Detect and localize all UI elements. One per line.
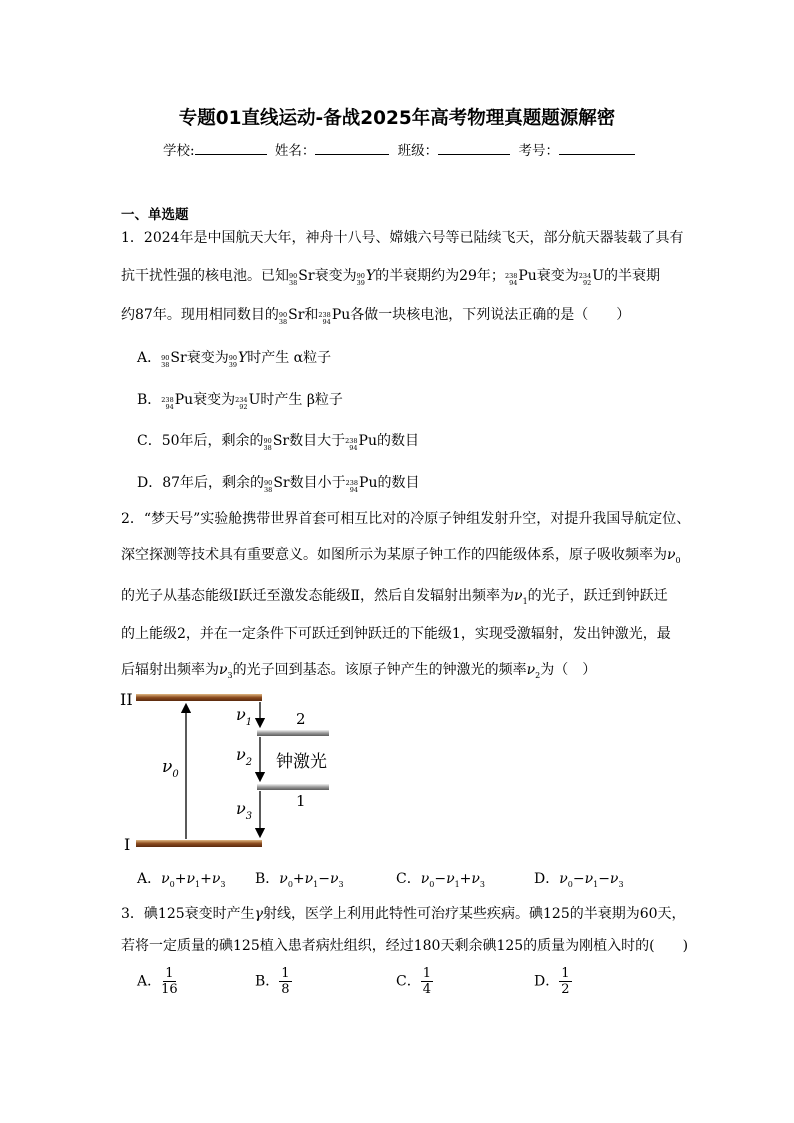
level-1-bar <box>257 784 329 790</box>
nuclide-u: 234 92 U <box>578 268 605 287</box>
laser-label: 钟激光 <box>276 752 327 772</box>
q3-line1: 3．碘125衰变时产生γ射线，医学上利用此特性可治疗某些疾病。碘125的半衰期为60天， <box>121 906 686 922</box>
level-I-label: I <box>124 835 131 854</box>
section-heading: 一、单选题 <box>121 207 189 223</box>
q2-line1: 2．“梦天号”实验舱携带世界首套可相互比对的冷原子钟组发射升空，对提升我国导航定位、 <box>121 511 691 527</box>
energy-level-diagram <box>116 688 346 856</box>
level-2-label: 2 <box>296 710 306 728</box>
q1-line1: 1．2024年是中国航天大年，神舟十八号、嫦娥六号等已陆续飞天，部分航天器装载了具有 <box>121 230 684 246</box>
q1-option-a[interactable]: A． 90 38 Sr 衰变为 90 39 Y 时产生 α粒子 <box>137 350 332 369</box>
nu1-label: $\nu_1$ <box>236 705 253 728</box>
nu3-label: $\nu_3$ <box>236 799 253 822</box>
q2-option-d[interactable]: D．$\nu_0-\nu_1-\nu_3$ <box>534 871 624 889</box>
level-I-bar <box>136 840 262 847</box>
nuclide-sr: 90 38 Sr <box>289 268 315 287</box>
level-2-bar <box>257 730 329 736</box>
school-blank[interactable] <box>195 140 267 155</box>
q3-option-b[interactable]: B． $\frac{1}{8}$ <box>255 966 290 997</box>
class-label: 班级： <box>397 143 439 159</box>
level-1-label: 1 <box>296 792 306 810</box>
number-blank[interactable] <box>559 140 635 155</box>
name-label: 姓名： <box>274 143 316 159</box>
level-II-bar <box>136 694 262 701</box>
q1-option-d[interactable]: D．87年后，剩余的 90 38 Sr 数目小于 238 94 Pu 的数目 <box>137 475 420 494</box>
q1-line2: 抗干扰性强的核电池。已知 90 38 Sr 衰变为 90 39 Y 的半衰期约为29年； 238 94 Pu 衰变为 234 92 U 的半衰期 <box>121 268 661 287</box>
q2-line3: 的光子从基态能级Ⅰ跃迁至激发态能级Ⅱ，然后自发辐射出频率为$\nu_1$的光子，跃迁到钟跃迁 <box>121 588 668 606</box>
q3-option-d[interactable]: D． $\frac{1}{2}$ <box>534 966 570 997</box>
q1-line3: 约87年。现用相同数目的 90 38 Sr 和 238 94 Pu 各做一块核电池，下列说法正确的是（ ） <box>121 307 631 326</box>
q2-option-b[interactable]: B．$\nu_0+\nu_1-\nu_3$ <box>255 871 344 889</box>
name-blank[interactable] <box>315 140 389 155</box>
class-blank[interactable] <box>438 140 510 155</box>
q3-option-a[interactable]: A． $\frac{1}{16}$ <box>137 966 178 997</box>
nuclide-pu: 238 94 Pu <box>504 268 537 287</box>
q2-line4: 的上能级2，并在一定条件下可跃迁到钟跃迁的下能级1，实现受激辐射，发出钟激光，最 <box>121 626 671 642</box>
q1-option-b[interactable]: B． 238 94 Pu 衰变为 234 92 U 时产生 β粒子 <box>137 392 343 411</box>
nuclide-y: 90 39 Y <box>356 268 376 287</box>
q3-option-c[interactable]: C． $\frac{1}{4}$ <box>396 966 431 997</box>
level-II-label: II <box>120 690 133 709</box>
q2-option-c[interactable]: C．$\nu_0-\nu_1+\nu_3$ <box>396 871 486 889</box>
school-label: 学校: <box>163 143 195 159</box>
number-label: 考号： <box>518 143 559 159</box>
q2-line2: 深空探测等技术具有重要意义。如图所示为某原子钟工作的四能级体系，原子吸收频率为$\nu_0$ <box>121 547 681 565</box>
q2-line5: 后辐射出频率为$\nu_3$的光子回到基态。该原子钟产生的钟激光的频率$\nu_2$为（ ） <box>121 662 597 680</box>
page-title: 专题01直线运动-备战2025年高考物理真题题源解密 <box>178 108 616 129</box>
q2-option-a[interactable]: A．$\nu_0+\nu_1+\nu_3$ <box>137 871 226 889</box>
nu2-label: $\nu_2$ <box>236 745 253 768</box>
q1-option-c[interactable]: C．50年后，剩余的 90 38 Sr 数目大于 238 94 Pu 的数目 <box>137 433 419 452</box>
q3-line2: 若将一定质量的碘125植入患者病灶组织，经过180天剩余碘125的质量为刚植入时的( ) <box>121 938 689 954</box>
student-info-row <box>163 139 639 159</box>
nu0-label: $\nu_0$ <box>162 757 179 780</box>
